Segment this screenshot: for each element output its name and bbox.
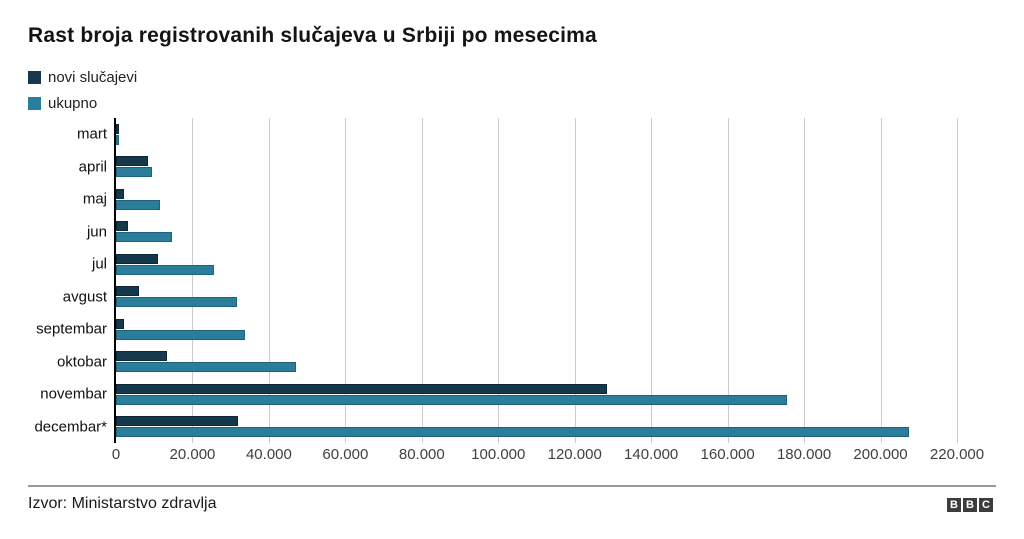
bar-novi-slucajevi: [116, 384, 607, 394]
chart-row: [28, 411, 957, 444]
bar-ukupno: [116, 330, 245, 340]
bbc-logo-letter: B: [947, 498, 961, 512]
bar-novi-slucajevi: [116, 319, 124, 329]
bar-novi-slucajevi: [116, 221, 128, 231]
bbc-logo: [947, 498, 993, 512]
category-label: maj: [82, 190, 107, 208]
bar-chart: [28, 118, 985, 463]
bar-group: [116, 156, 957, 177]
bar-ukupno: [116, 395, 787, 405]
bbc-logo-letter: B: [963, 498, 977, 512]
category-label: septembar: [36, 320, 107, 338]
bar-group: [116, 189, 957, 210]
category-label: decembar*: [34, 418, 107, 436]
bar-novi-slucajevi: [116, 254, 158, 264]
bar-group: [116, 351, 957, 372]
footer-divider: [28, 485, 996, 487]
x-tick-label: 160.000: [700, 446, 755, 463]
legend-label: novi slučajevi: [48, 68, 138, 86]
bar-novi-slucajevi: [116, 124, 119, 134]
bar-group: [116, 254, 957, 275]
bar-novi-slucajevi: [116, 286, 139, 296]
category-label: jun: [86, 223, 107, 241]
x-tick-label: 120.000: [547, 446, 602, 463]
bar-novi-slucajevi: [116, 189, 124, 199]
chart-row: [28, 346, 957, 379]
legend-swatch: [28, 97, 41, 110]
legend: [28, 64, 137, 116]
chart-row: [28, 183, 957, 216]
chart-row: [28, 281, 957, 314]
x-tick-label: 80.000: [398, 446, 445, 463]
y-axis-line: [114, 118, 116, 443]
bar-group: [116, 286, 957, 307]
category-label: mart: [77, 125, 107, 143]
x-tick-label: 140.000: [624, 446, 679, 463]
bar-group: [116, 416, 957, 437]
bar-ukupno: [116, 265, 214, 275]
bar-novi-slucajevi: [116, 156, 148, 166]
bar-group: [116, 221, 957, 242]
x-tick-label: 60.000: [322, 446, 369, 463]
x-tick-label: 220.000: [929, 446, 985, 463]
chart-row: [28, 118, 957, 151]
chart-title: Rast broja registrovanih slučajeva u Srbiji po mesecima: [28, 24, 597, 47]
chart-row: [28, 151, 957, 184]
chart-rows: [28, 118, 957, 443]
bar-ukupno: [116, 167, 152, 177]
x-tick-label: 180.000: [776, 446, 832, 463]
x-tick-label: 200.000: [853, 446, 908, 463]
legend-item: [28, 90, 137, 116]
legend-label: ukupno: [48, 94, 98, 112]
category-label: april: [78, 158, 107, 176]
category-label: novembar: [40, 385, 107, 403]
category-label: avgust: [62, 288, 107, 306]
bar-novi-slucajevi: [116, 351, 167, 361]
bar-group: [116, 319, 957, 340]
chart-row: [28, 216, 957, 249]
bar-ukupno: [116, 200, 160, 210]
source-text: Izvor: Ministarstvo zdravlja: [28, 495, 217, 512]
bar-ukupno: [116, 362, 296, 372]
legend-swatch: [28, 71, 41, 84]
category-label: jul: [91, 255, 107, 273]
bar-ukupno: [116, 135, 119, 145]
bar-ukupno: [116, 297, 237, 307]
bar-group: [116, 124, 957, 145]
chart-row: [28, 313, 957, 346]
chart-row: [28, 378, 957, 411]
bar-novi-slucajevi: [116, 416, 238, 426]
x-tick-label: 0: [111, 446, 121, 463]
x-tick-label: 20.000: [169, 446, 216, 463]
bar-ukupno: [116, 232, 172, 242]
x-tick-label: 100.000: [471, 446, 526, 463]
x-axis-tick-labels: [111, 446, 985, 464]
bar-group: [116, 384, 957, 405]
x-tick-label: 40.000: [245, 446, 292, 463]
gridline: [957, 118, 958, 443]
bar-ukupno: [116, 427, 909, 437]
bbc-logo-letter: C: [979, 498, 993, 512]
legend-item: [28, 64, 137, 90]
chart-row: [28, 248, 957, 281]
category-label: oktobar: [56, 353, 107, 371]
